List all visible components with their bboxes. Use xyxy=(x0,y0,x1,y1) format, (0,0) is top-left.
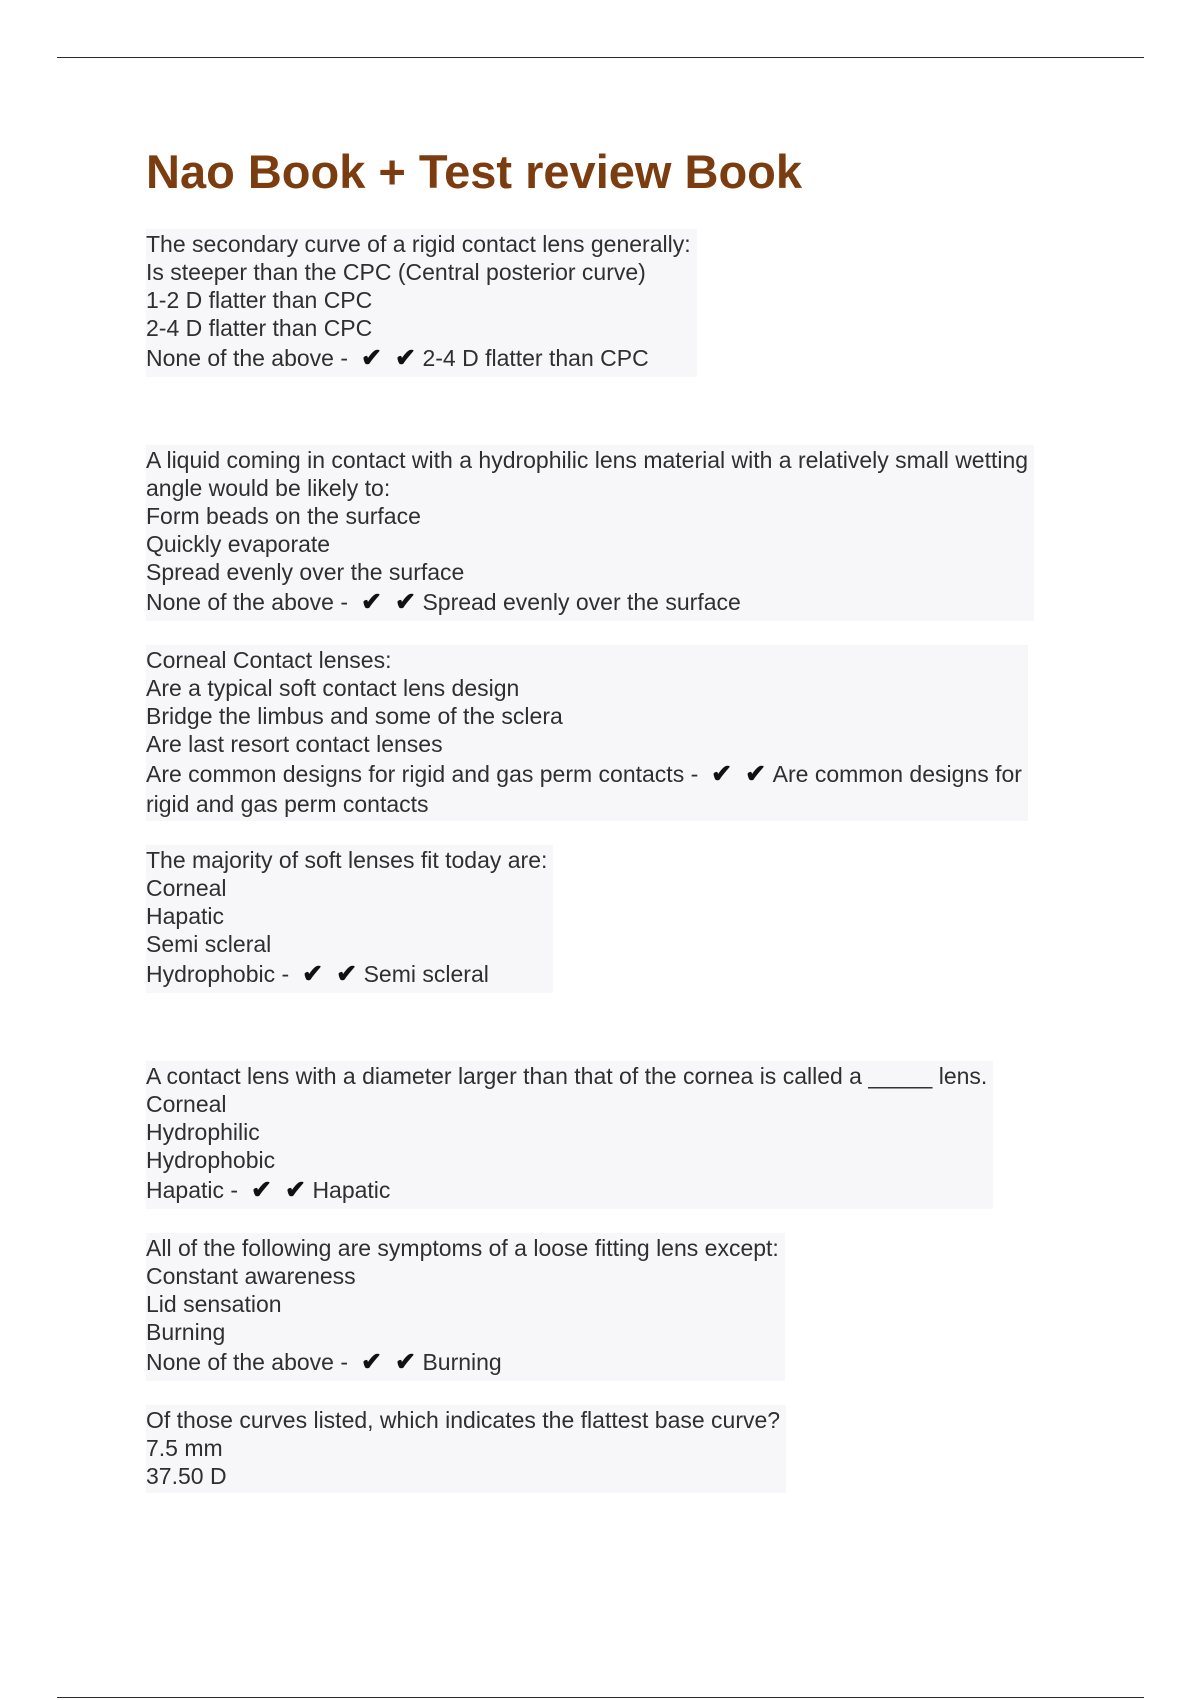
answer-option: Quickly evaporate xyxy=(146,531,331,557)
document-title: Nao Book + Test review Book xyxy=(146,145,803,198)
answer-line xyxy=(146,342,691,374)
correct-answer: 2-4 D flatter than CPC xyxy=(422,345,649,371)
answer-option: Are last resort contact lenses xyxy=(146,731,443,757)
footer-rule xyxy=(57,1697,1144,1698)
answer-option: Bridge the limbus and some of the sclera xyxy=(146,703,563,729)
answer-line xyxy=(146,958,547,990)
correct-answer: Are common designs for xyxy=(772,761,1022,787)
separator: - xyxy=(223,1177,245,1203)
answer-option: Constant awareness xyxy=(146,1263,356,1289)
check-mark-icon: ✔ xyxy=(302,960,324,988)
answer-option: Semi scleral xyxy=(146,931,272,957)
question-block xyxy=(146,645,1106,821)
answer-line xyxy=(146,1346,779,1378)
answer-option: None of the above xyxy=(146,589,334,615)
correct-answer: Hapatic xyxy=(312,1177,391,1203)
answer-option: Form beads on the surface xyxy=(146,503,421,529)
answer-option: Hapatic xyxy=(146,903,224,929)
question-block xyxy=(146,845,1106,993)
document-body xyxy=(146,143,1106,1493)
check-mark-icon: ✔ xyxy=(336,960,358,988)
question-stem: A liquid coming in contact with a hydrophilic lens material with a relatively small wetting xyxy=(146,447,1029,473)
answer-option: Hapatic xyxy=(146,1177,224,1203)
check-mark-icon: ✔ xyxy=(394,344,416,372)
answer-option: 1-2 D flatter than CPC xyxy=(146,287,373,313)
answer-line xyxy=(146,1174,987,1206)
answer-line xyxy=(146,586,1028,618)
question-stem: Of those curves listed, which indicates the flattest base curve? xyxy=(146,1407,781,1433)
separator: - xyxy=(684,761,705,787)
answer-option: Corneal xyxy=(146,875,227,901)
correct-answer-continued: rigid and gas perm contacts xyxy=(146,791,429,817)
question-block xyxy=(146,445,1106,621)
answer-option: Lid sensation xyxy=(146,1291,282,1317)
correct-answer: Spread evenly over the surface xyxy=(422,589,741,615)
answer-option: Corneal xyxy=(146,1091,227,1117)
answer-option: Hydrophilic xyxy=(146,1119,260,1145)
check-mark-icon: ✔ xyxy=(745,760,767,788)
answer-option: Hydrophobic xyxy=(146,961,276,987)
answer-option: Are a typical soft contact lens design xyxy=(146,675,520,701)
check-mark-icon: ✔ xyxy=(360,588,382,616)
check-mark-icon: ✔ xyxy=(711,760,733,788)
answer-option: Burning xyxy=(146,1319,226,1345)
answer-line xyxy=(146,758,1022,790)
question-stem: angle would be likely to: xyxy=(146,475,391,501)
separator: - xyxy=(333,1349,355,1375)
question-block xyxy=(146,1233,1106,1381)
check-mark-icon: ✔ xyxy=(250,1176,272,1204)
answer-option: Spread evenly over the surface xyxy=(146,559,465,585)
check-mark-icon: ✔ xyxy=(360,344,382,372)
answer-option: Is steeper than the CPC (Central posterior curve) xyxy=(146,259,646,285)
header-rule xyxy=(57,57,1144,58)
answer-option: Are common designs for rigid and gas perm contacts xyxy=(146,761,685,787)
question-stem: All of the following are symptoms of a loose fitting lens except: xyxy=(146,1235,779,1261)
question-stem: The secondary curve of a rigid contact lens generally: xyxy=(146,231,691,257)
question-stem: Corneal Contact lenses: xyxy=(146,647,392,673)
question-block xyxy=(146,1405,1106,1493)
question-stem: The majority of soft lenses fit today are: xyxy=(146,847,548,873)
separator: - xyxy=(333,345,355,371)
check-mark-icon: ✔ xyxy=(394,588,416,616)
question-block xyxy=(146,1061,1106,1209)
answer-option: Hydrophobic xyxy=(146,1147,276,1173)
check-mark-icon: ✔ xyxy=(284,1176,306,1204)
correct-answer: Burning xyxy=(422,1349,502,1375)
answer-option: 7.5 mm xyxy=(146,1435,223,1461)
question-stem: A contact lens with a diameter larger than that of the cornea is called a _____ lens. xyxy=(146,1063,988,1089)
answer-option: 2-4 D flatter than CPC xyxy=(146,315,373,341)
question-block xyxy=(146,229,1106,377)
check-mark-icon: ✔ xyxy=(360,1348,382,1376)
answer-option: 37.50 D xyxy=(146,1463,227,1489)
answer-option: None of the above xyxy=(146,345,334,371)
separator: - xyxy=(333,589,355,615)
check-mark-icon: ✔ xyxy=(394,1348,416,1376)
separator: - xyxy=(275,961,296,987)
answer-option: None of the above xyxy=(146,1349,334,1375)
correct-answer: Semi scleral xyxy=(363,961,489,987)
